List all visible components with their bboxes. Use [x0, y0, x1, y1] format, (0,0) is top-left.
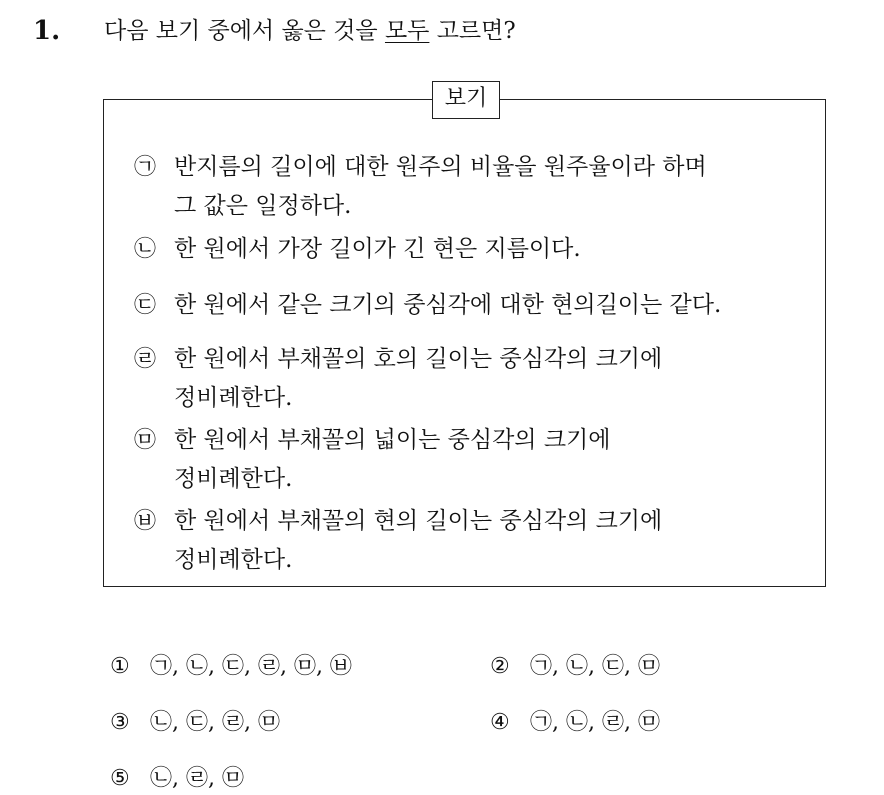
choice-text: ㉡, ㉣, ㉤ [150, 766, 244, 791]
choice-number: ⑤ [110, 766, 130, 791]
choice-number: ③ [110, 710, 130, 735]
question-text-underlined: 모두 [384, 18, 430, 44]
example-item-2 [134, 230, 581, 269]
answer-choice-5[interactable] [110, 764, 244, 794]
example-item-5 [134, 421, 610, 498]
example-item-line1: 한 원에서 같은 크기의 중심각에 대한 현의길이는 같다. [174, 292, 722, 318]
choice-text: ㉠, ㉡, ㉢, ㉣, ㉤, ㉥ [150, 654, 352, 679]
example-item-3 [134, 286, 721, 325]
choice-text: ㉡, ㉢, ㉣, ㉤ [150, 710, 280, 735]
example-item-mark: ㉠ [134, 155, 157, 180]
example-item-line1: 반지름의 길이에 대한 원주의 비율을 원주율이라 하며 [174, 154, 707, 180]
example-item-line1: 한 원에서 부채꼴의 호의 길이는 중심각의 크기에 [174, 346, 663, 372]
example-item-6 [134, 502, 662, 579]
example-item-mark: ㉤ [134, 428, 157, 453]
example-item-line2: 정비례한다. [174, 547, 293, 573]
answer-choice-1[interactable] [110, 652, 352, 682]
choice-text: ㉠, ㉡, ㉣, ㉤ [530, 710, 660, 735]
example-item-line2: 그 값은 일정하다. [174, 193, 352, 219]
answer-choice-2[interactable] [490, 652, 660, 682]
example-item-4 [134, 340, 662, 417]
question-text-after: 고르면? [429, 18, 516, 44]
question-text-before: 다음 보기 중에서 옳은 것을 [104, 18, 385, 44]
example-item-line1: 한 원에서 부채꼴의 현의 길이는 중심각의 크기에 [174, 508, 663, 534]
choice-number: ④ [490, 710, 510, 735]
example-item-mark: ㉣ [134, 347, 157, 372]
example-item-line2: 정비례한다. [174, 466, 293, 492]
choice-text: ㉠, ㉡, ㉢, ㉤ [530, 654, 660, 679]
choice-number: ① [110, 654, 130, 679]
example-box-title: 보기 [432, 81, 500, 119]
example-box [103, 86, 826, 587]
answer-choice-4[interactable] [490, 708, 660, 738]
question-text [104, 14, 516, 48]
example-item-mark: ㉢ [134, 293, 157, 318]
example-item-mark: ㉡ [134, 237, 157, 262]
answer-choice-3[interactable] [110, 708, 280, 738]
question-number: 1. [33, 16, 61, 46]
example-item-1 [134, 148, 707, 225]
example-item-line2: 정비례한다. [174, 385, 293, 411]
choice-number: ② [490, 654, 510, 679]
example-item-line1: 한 원에서 부채꼴의 넓이는 중심각의 크기에 [174, 427, 611, 453]
example-item-line1: 한 원에서 가장 길이가 긴 현은 지름이다. [174, 236, 581, 262]
example-item-mark: ㉥ [134, 509, 157, 534]
